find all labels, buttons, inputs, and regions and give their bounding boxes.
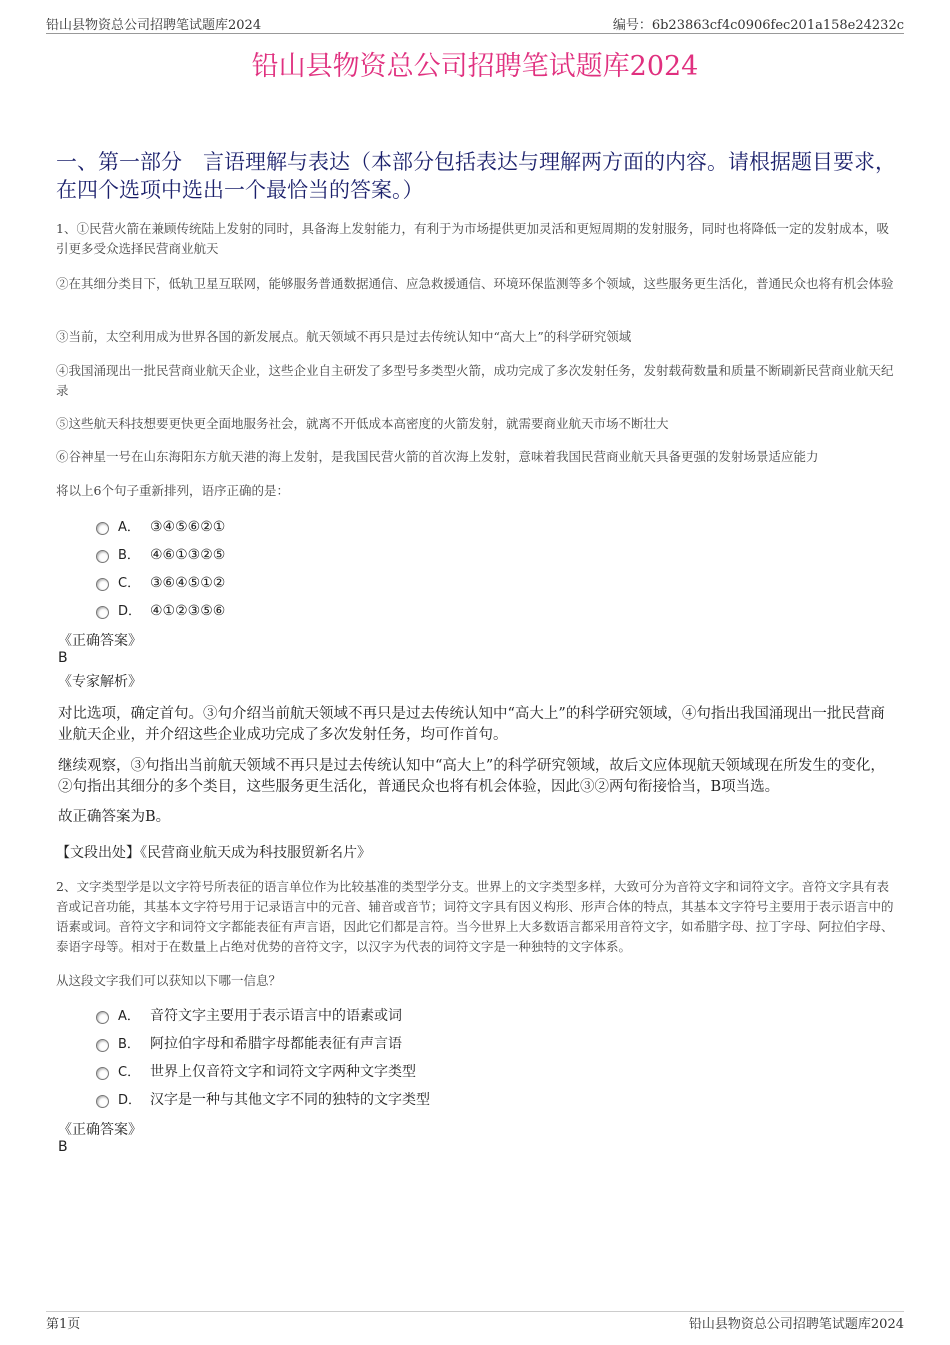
q1-analysis-para-1: 对比选项，确定首句。③句介绍当前航天领域不再只是过去传统认知中“高大上”的科学研究领域，④句指出我国涌现出一批民营商业航天企业，并介绍这些企业成功完成了多次发射任务，均可作首句。 bbox=[58, 706, 885, 743]
option-text: 阿拉伯字母和希腊字母都能表征有声言语 bbox=[150, 1036, 402, 1052]
q1-option-b[interactable] bbox=[96, 545, 225, 565]
radio-icon[interactable] bbox=[96, 550, 109, 563]
q2-answer-label: 《正确答案》 bbox=[58, 1122, 142, 1138]
q1-sentence-1: 1、①民营火箭在兼顾传统陆上发射的同时，具备海上发射能力，有利于为市场提供更加灵活和更短周期的发射服务，同时也将降低一定的发射成本，吸引更多受众选择民营商业航天 bbox=[56, 221, 889, 256]
option-key: D． bbox=[118, 604, 142, 619]
q1-option-c[interactable] bbox=[96, 573, 225, 593]
option-key: C． bbox=[118, 576, 141, 591]
option-text: 音符文字主要用于表示语言中的语素或词 bbox=[150, 1008, 402, 1024]
page-title: 铅山县物资总公司招聘笔试题库2024 bbox=[251, 51, 699, 82]
page-footer bbox=[46, 1313, 904, 1331]
radio-icon[interactable] bbox=[96, 1067, 109, 1080]
q1-analysis-label: 《专家解析》 bbox=[58, 674, 142, 690]
option-text: ④①②③⑤⑥ bbox=[150, 603, 226, 619]
q2-option-d[interactable] bbox=[96, 1090, 430, 1110]
option-key: B． bbox=[118, 548, 140, 563]
option-text: 世界上仅音符文字和词符文字两种文字类型 bbox=[150, 1064, 416, 1080]
q1-answer: B bbox=[58, 650, 68, 666]
q1-sentence-2: ②在其细分类目下，低轨卫星互联网，能够服务普通数据通信、应急救援通信、环境环保监测等多个领域，这些服务更生活化，普通民众也将有机会体验 bbox=[56, 276, 894, 291]
option-key: B． bbox=[118, 1037, 140, 1052]
option-key: D． bbox=[118, 1093, 142, 1108]
q1-sentence-6: ⑥谷神星一号在山东海阳东方航天港的海上发射，是我国民营火箭的首次海上发射，意味着我国民营商业航天具备更强的发射场景适应能力 bbox=[56, 449, 819, 464]
footer-doc-title: 铅山县物资总公司招聘笔试题库2024 bbox=[688, 1317, 904, 1332]
radio-icon[interactable] bbox=[96, 522, 109, 535]
q1-source: 【文段出处】《民营商业航天成为科技服贸新名片》 bbox=[56, 845, 371, 861]
q1-analysis-para-3: 故正确答案为B。 bbox=[58, 809, 171, 825]
q2-answer: B bbox=[58, 1139, 68, 1155]
q1-option-a[interactable] bbox=[96, 517, 225, 537]
footer-divider bbox=[46, 1311, 904, 1312]
option-key: C． bbox=[118, 1065, 141, 1080]
q2-passage: 2、文字类型学是以文字符号所表征的语言单位作为比较基准的类型学分支。世界上的文字类型多样，大致可分为音符文字和词符文字。音符文字具有表音或记音功能，其基本文字符号用于记录语言中的元音、辅音或音节；词符文字具有因义构形、形声合体的特点，其基本文字符号主要用于表示语言中的语素或词。音符文字和词符文字都能表征有声言语，因此它们都是言符。当今世界上大多数语言都采用音符文字，如希腊字母、拉丁字母、阿拉伯字母、泰语字母等。相对于在数量上占绝对优势的音符文字，以汉字为代表的词符文字是一种独特的文字体系。 bbox=[56, 879, 894, 954]
radio-icon[interactable] bbox=[96, 1011, 109, 1024]
option-key: A． bbox=[118, 520, 140, 535]
footer-page-number: 第1页 bbox=[46, 1317, 81, 1332]
section-heading: 一、第一部分 言语理解与表达（本部分包括表达与理解两方面的内容。请根据题目要求，在四个选项中选出一个最恰当的答案。） bbox=[56, 150, 896, 202]
q1-sentence-3: ③当前，太空利用成为世界各国的新发展点。航天领域不再只是过去传统认知中“高大上”的科学研究领域 bbox=[56, 329, 632, 344]
radio-icon[interactable] bbox=[96, 578, 109, 591]
q1-option-d[interactable] bbox=[96, 601, 225, 621]
radio-icon[interactable] bbox=[96, 1095, 109, 1108]
option-text: 汉字是一种与其他文字不同的独特的文字类型 bbox=[150, 1092, 430, 1108]
header-doc-title: 铅山县物资总公司招聘笔试题库2024 bbox=[46, 18, 262, 33]
q2-option-b[interactable] bbox=[96, 1034, 402, 1054]
q1-sentence-5: ⑤这些航天科技想要更快更全面地服务社会，就离不开低成本高密度的火箭发射，就需要商业航天市场不断壮大 bbox=[56, 416, 669, 431]
page-header bbox=[46, 14, 904, 34]
header-doc-id: 编号：6b23863cf4c0906fec201a158e24232c bbox=[612, 18, 904, 33]
option-text: ④⑥①③②⑤ bbox=[150, 547, 226, 563]
q1-sentence-4: ④我国涌现出一批民营商业航天企业，这些企业自主研发了多型号多类型火箭，成功完成了多次发射任务，发射载荷数量和质量不断刷新民营商业航天纪录 bbox=[56, 363, 894, 398]
radio-icon[interactable] bbox=[96, 1039, 109, 1052]
q2-option-a[interactable] bbox=[96, 1006, 402, 1026]
q1-answer-label: 《正确答案》 bbox=[58, 633, 142, 649]
radio-icon[interactable] bbox=[96, 606, 109, 619]
q1-prompt: 将以上6个句子重新排列，语序正确的是： bbox=[56, 483, 289, 498]
option-text: ③⑥④⑤①② bbox=[150, 575, 226, 591]
q2-option-c[interactable] bbox=[96, 1062, 416, 1082]
header-divider bbox=[46, 33, 904, 34]
q2-prompt: 从这段文字我们可以获知以下哪一信息？ bbox=[56, 973, 282, 988]
option-key: A． bbox=[118, 1009, 140, 1024]
option-text: ③④⑤⑥②① bbox=[150, 519, 226, 535]
q1-analysis-para-2: 继续观察，③句指出当前航天领域不再只是过去传统认知中“高大上”的科学研究领域，故后文应体现航天领域现在所发生的变化，②句指出其细分的多个类目，这些服务更生活化，普通民众也将有机会体验，因此③②两句衔接恰当，B项当选。 bbox=[58, 758, 885, 795]
